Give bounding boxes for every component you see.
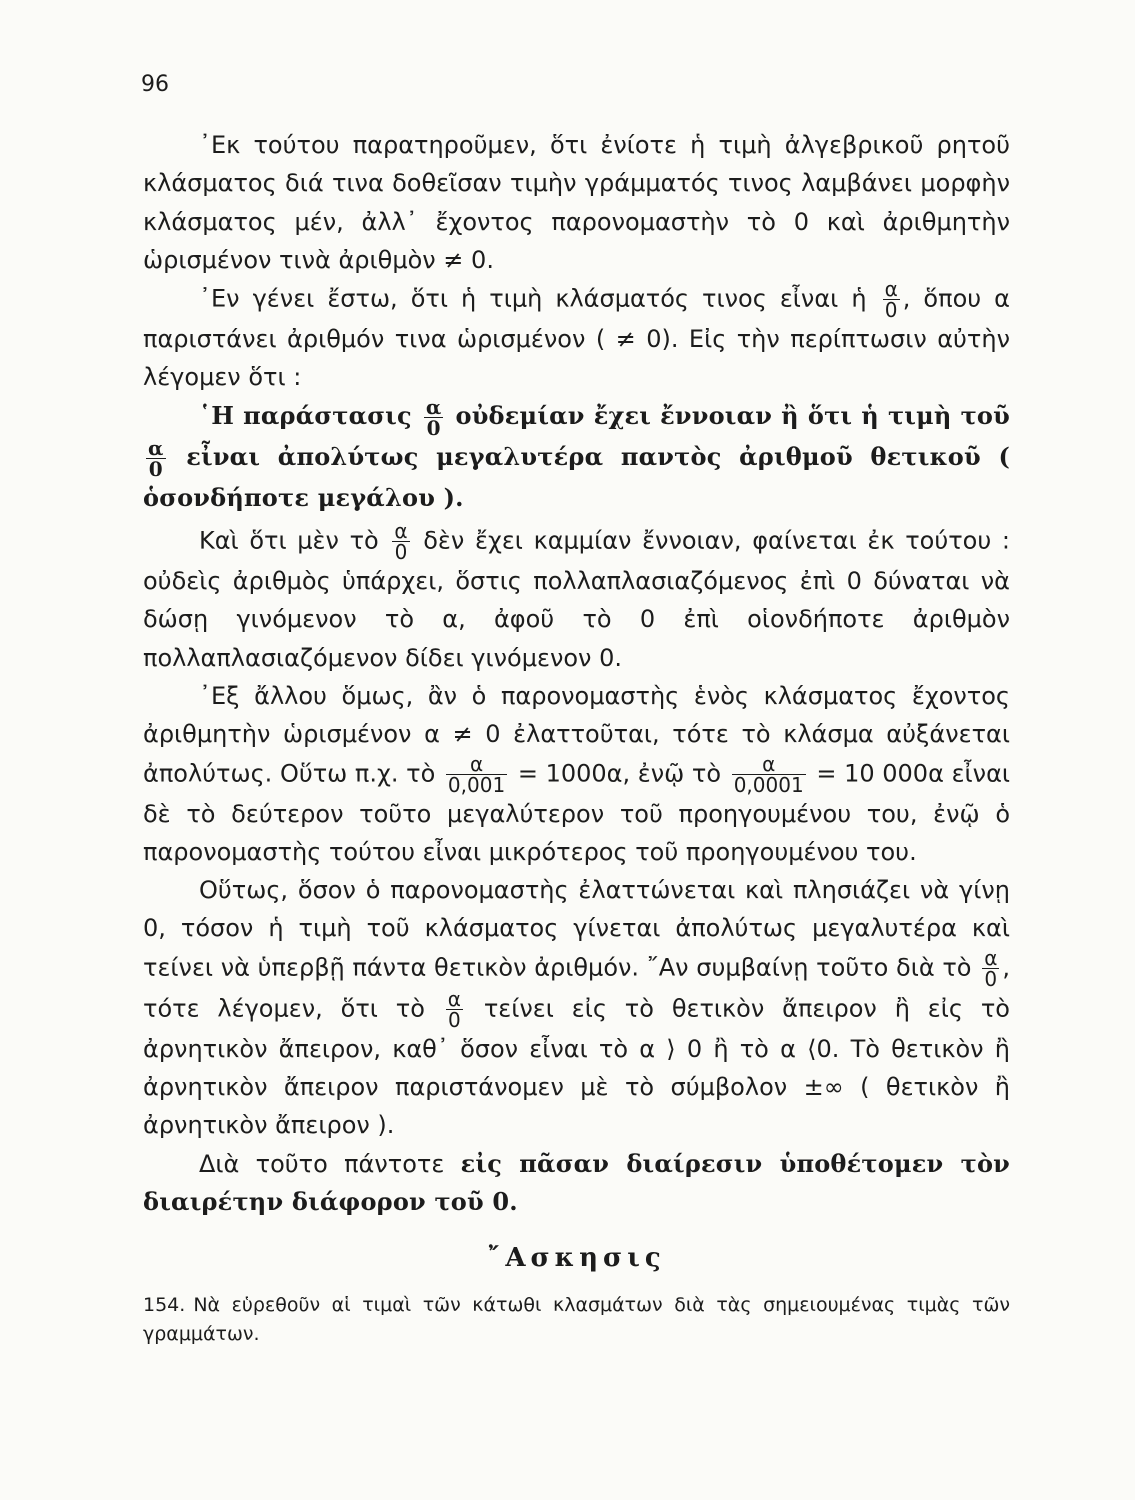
fraction-denominator: 0 bbox=[392, 541, 409, 562]
fraction-numerator: α bbox=[447, 986, 461, 1011]
section-heading: ῎Ασκησις bbox=[487, 1243, 666, 1274]
paragraph-4 bbox=[143, 521, 1010, 677]
text-run: εἶναι δὲ τὸ δεύτερον τοῦτο μεγαλύτερον τοῦ προηγουμένου του, ἐνῷ ὁ παρονομαστὴς τούτου εἶναι μικρότερος τοῦ προηγουμένου του. bbox=[143, 759, 1011, 866]
fraction-denominator: 0,0001 bbox=[733, 772, 804, 797]
paragraph-5 bbox=[143, 677, 1010, 871]
fraction-alpha-over-zero bbox=[446, 986, 463, 1032]
fraction-numerator: α bbox=[394, 519, 408, 544]
fraction-numerator: α bbox=[469, 751, 484, 776]
text-run: = 1000α, ἐνῷ τὸ bbox=[517, 759, 722, 788]
text-run: = 10 000α bbox=[816, 759, 944, 788]
text-run: ᾽Εξ ἄλλου ὅμως, ἂν ὁ παρονομαστὴς ἑνὸς κλάσματος ἔχοντος ἀριθμητὴν ὡρισμένον α ≠ 0 ἐλαττοῦται, τότε τὸ κλάσμα αὐξάνεται ἀπολύτως. Οὕτω π.χ. τὸ bbox=[143, 681, 1010, 788]
fraction-numerator: α bbox=[425, 394, 442, 419]
paragraph-2 bbox=[143, 279, 1010, 397]
fraction-alpha-over-ten-thousandth bbox=[732, 751, 806, 797]
text-run: ᾽Εν γένει ἔστω, ὅτι ἡ τιμὴ κλάσματός τινος εἶναι ἡ bbox=[199, 284, 867, 313]
fraction-numerator: α bbox=[984, 945, 998, 970]
fraction-alpha-over-thousandth bbox=[446, 751, 507, 797]
fraction-alpha-over-zero bbox=[883, 277, 900, 323]
text-run: Διὰ τοῦτο πάντοτε bbox=[199, 1149, 445, 1178]
fraction-denominator: 0 bbox=[883, 299, 900, 320]
text-run: τείνει εἰς τὸ θετικὸν ἄπειρον ἢ εἰς τὸ ἀρνητικὸν ἄπειρον, καθ᾽ ὅσον εἶναι τὸ α ⟩ 0 ἢ τὸ α ⟨0. Τὸ θετικὸν ἢ ἀρνητικὸν ἄπειρον παριστάνομεν μὲ τὸ σύμβολον ±∞ ( θετικὸν ἢ ἀρνητικὸν ἄπειρον ). bbox=[143, 994, 1010, 1140]
fraction-denominator: 0 bbox=[424, 417, 444, 438]
fraction-alpha-over-zero bbox=[982, 945, 999, 991]
bold-conclusion: εἰς πᾶσαν διαίρεσιν ὑποθέτομεν τὸν διαιρέτην διάφορον τοῦ 0. bbox=[143, 1148, 1011, 1216]
text-run: δὲν ἔχει καμμίαν ἔννοιαν, φαίνεται ἐκ τούτου : οὐδεὶς ἀριθμὸς ὑπάρχει, ὅστις πολλαπλασιαζόμενος ἐπὶ 0 δύναται νὰ δώσῃ γινόμενον τὸ α, ἀφοῦ τὸ 0 ἐπὶ οἱονδήποτε ἀριθμὸν πολλαπλασιαζόμενον δίδει γινόμενον 0. bbox=[143, 526, 1010, 672]
fraction-denominator: 0 bbox=[982, 968, 999, 989]
text-run: Οὕτως, ὅσον ὁ παρονομαστὴς ἐλαττώνεται καὶ πλησιάζει νὰ γίνῃ 0, τόσον ἡ τιμὴ τοῦ κλάσματος γίνεται ἀπολύτως μεγαλυτέρα καὶ τείνει νὰ ὑπερβῇ πάντα θετικὸν ἀριθμόν. ῎Αν συμβαίνῃ τοῦτο διὰ τὸ bbox=[143, 876, 1010, 982]
fraction-denominator: 0 bbox=[446, 1009, 463, 1030]
exercise-number: 154. bbox=[143, 1294, 186, 1317]
paragraph-3-bold-statement bbox=[143, 394, 1011, 517]
fraction-numerator: α bbox=[762, 751, 776, 776]
paragraph-1: ᾽Εκ τούτου παρατηροῦμεν, ὅτι ἐνίοτε ἡ τιμὴ ἀλγεβρικοῦ ρητοῦ κλάσματος διά τινα δοθεῖσαν τιμὴν γράμματός τινος λαμβάνει μορφὴν κλάσματος μέν, ἀλλ᾽ ἔχοντος παρονομαστὴν τὸ 0 καὶ ἀριθμητὴν ὡρισμένον τινὰ ἀριθμὸν ≠ 0. bbox=[143, 131, 1010, 274]
fraction-numerator: α bbox=[884, 277, 898, 302]
fraction-alpha-over-zero bbox=[392, 519, 409, 565]
fraction-denominator: 0,001 bbox=[447, 772, 506, 797]
text-run: Καὶ ὅτι μὲν τὸ bbox=[199, 526, 379, 555]
paragraph-7 bbox=[143, 1145, 1010, 1222]
text-run: , ὅπου α παριστάνει ἀριθμόν τινα ὡρισμένον ( ≠ 0). Εἰς τὴν περίπτωσιν αὐτὴν λέγομεν ὅτι : bbox=[143, 284, 1010, 392]
exercise-154 bbox=[143, 1291, 1010, 1349]
exercise-text: Νὰ εὑρεθοῦν αἱ τιμαὶ τῶν κάτωθι κλασμάτων διὰ τὰς σημειουμένας τιμὰς τῶν γραμμάτων. bbox=[143, 1294, 1010, 1346]
page-number: 96 bbox=[141, 72, 169, 97]
text-run: , τότε λέγομεν, ὅτι τὸ bbox=[143, 953, 1011, 1023]
fraction-alpha-over-zero bbox=[146, 435, 166, 481]
text-run: ῾Η παράστασις bbox=[199, 400, 412, 430]
text-run: οὐδεμίαν ἔχει ἔννοιαν ἢ ὅτι ἡ τιμὴ τοῦ bbox=[455, 400, 1010, 430]
fraction-denominator: 0 bbox=[146, 458, 166, 479]
paragraph-6 bbox=[143, 871, 1010, 1144]
page-body bbox=[143, 126, 1010, 1349]
text-run: εἶναι ἀπολύτως μεγαλυτέρα παντὸς ἀριθμοῦ θετικοῦ ( ὁσονδήποτε μεγάλου ). bbox=[143, 441, 1011, 512]
fraction-numerator: α bbox=[148, 435, 164, 460]
fraction-alpha-over-zero bbox=[424, 394, 444, 440]
